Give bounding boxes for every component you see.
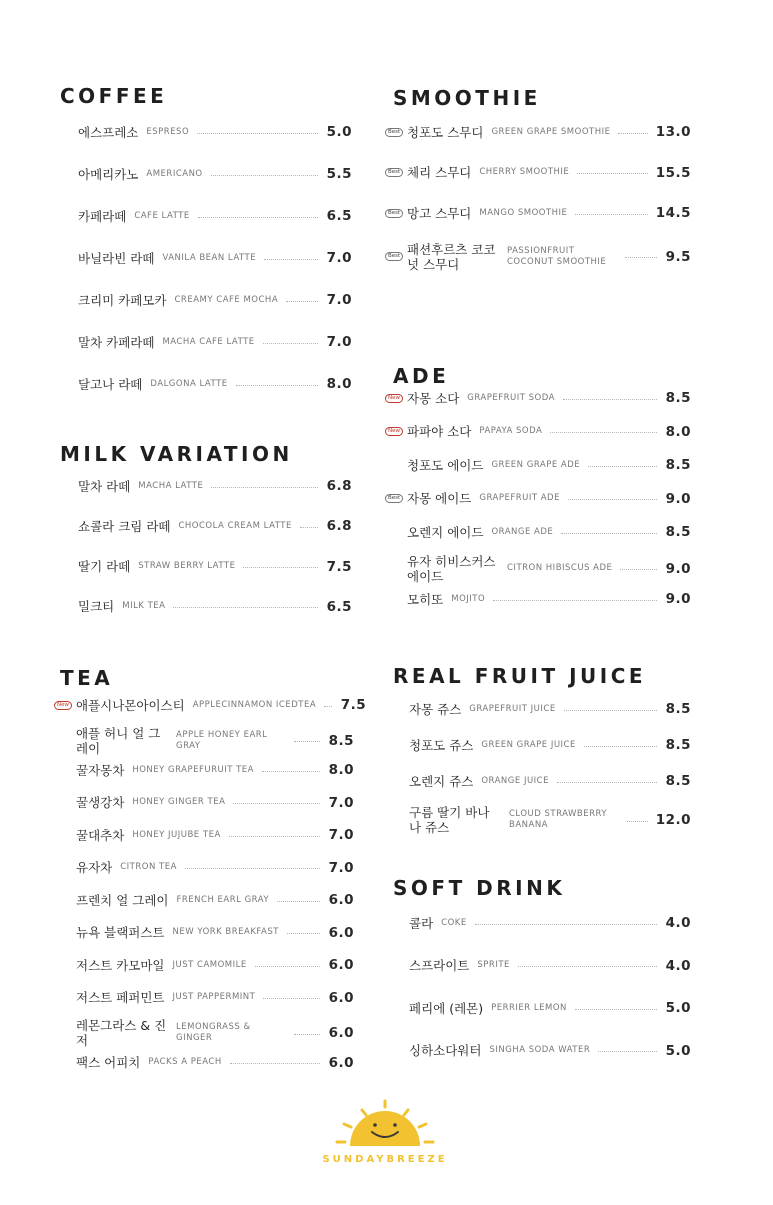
leader-dots <box>563 399 657 400</box>
badge-slot <box>385 427 407 436</box>
leader-dots <box>584 746 657 747</box>
item-name-kr: 저스트 카모마일 <box>76 957 165 973</box>
soft-drink-section <box>393 876 691 1076</box>
item-name-kr: 유자차 <box>76 860 113 875</box>
item-price: 5.0 <box>665 1000 691 1016</box>
item-price: 15.5 <box>655 164 691 181</box>
leader-dots <box>286 301 318 302</box>
item-price: 7.5 <box>340 697 367 713</box>
item-name-en: MOJITO <box>451 593 486 604</box>
item-name-en: CHOCOLA CREAM LATTE <box>178 520 292 531</box>
item-name-kr: 프렌치 얼 그레이 <box>76 892 169 908</box>
item-name-kr: 애플 허니 얼 그레이 <box>76 725 161 756</box>
item-name-en: GRAPEFRUIT SODA <box>467 392 555 403</box>
menu-list <box>393 876 691 1076</box>
menu-item <box>54 821 354 849</box>
item-name-en: MANGO SMOOTHIE <box>479 207 568 218</box>
menu-item <box>54 691 367 719</box>
leader-dots <box>264 259 318 260</box>
item-name-en: HONEY GRAPEFURUIT TEA <box>132 764 254 775</box>
new-badge: New <box>54 701 72 710</box>
item-name-kr: 청포도 쥬스 <box>409 737 474 753</box>
item-name-kr: 크리미 카페모카 <box>78 292 167 308</box>
menu-list <box>60 442 352 622</box>
leader-dots <box>294 741 320 742</box>
item-price: 8.5 <box>665 457 691 473</box>
item-name-en: PACKS A PEACH <box>148 1057 222 1067</box>
menu-item <box>385 585 691 613</box>
item-name-kr: 말차 카페라떼 <box>78 334 155 350</box>
item-price: 6.0 <box>328 957 354 973</box>
leader-dots <box>620 569 657 570</box>
badge-slot <box>385 394 407 403</box>
item-name-kr: 자몽 소다 <box>407 390 460 406</box>
badge-slot <box>385 252 407 261</box>
menu-item <box>78 118 352 146</box>
item-name-en: CITRON TEA <box>120 862 177 872</box>
item-name-kr: 밀크티 <box>78 599 115 615</box>
item-name-en: MILK TEA <box>122 601 166 612</box>
item-price: 7.0 <box>328 794 354 811</box>
brand-name: SUNDAYBREEZE <box>322 1154 448 1165</box>
item-name-en: VANILA BEAN LATTE <box>162 252 257 263</box>
item-name-en: ESPRESO <box>146 126 190 137</box>
item-price: 8.0 <box>328 762 354 778</box>
leader-dots <box>625 257 657 258</box>
item-price: 7.0 <box>326 292 352 308</box>
item-price: 6.5 <box>326 598 352 615</box>
menu-item <box>409 1037 691 1065</box>
leader-dots <box>197 133 318 134</box>
new-badge: New <box>385 394 403 403</box>
menu-item <box>78 160 352 188</box>
item-price: 5.0 <box>665 1042 691 1059</box>
menu-item <box>54 951 354 979</box>
menu-item <box>409 803 691 837</box>
item-name-kr: 레몬그라스 & 진저 <box>76 1018 167 1048</box>
best-badge: Best <box>385 128 403 137</box>
item-price: 7.0 <box>328 859 354 876</box>
menu-item <box>54 756 354 784</box>
section-title: ADE <box>393 364 450 388</box>
menu-item <box>409 767 691 795</box>
item-price: 8.0 <box>326 376 352 392</box>
item-price: 6.0 <box>328 924 354 941</box>
leader-dots <box>236 385 318 386</box>
item-price: 8.5 <box>665 773 691 789</box>
item-name-en: GREEN GRAPE JUICE <box>481 739 576 750</box>
item-name-kr: 카페라떼 <box>78 208 127 224</box>
leader-dots <box>211 175 318 176</box>
menu-item <box>78 286 352 314</box>
menu-item <box>54 724 354 758</box>
leader-dots <box>575 214 647 215</box>
item-name-kr: 오렌지 에이드 <box>407 524 484 540</box>
menu-item <box>78 244 352 272</box>
leader-dots <box>294 1034 320 1035</box>
leader-dots <box>493 600 657 601</box>
leader-dots <box>575 1009 657 1010</box>
item-name-kr: 구름 딸기 바나나 쥬스 <box>409 805 490 835</box>
leader-dots <box>568 499 657 500</box>
item-name-en: FRENCH EARL GRAY <box>176 894 270 905</box>
item-price: 7.5 <box>326 558 352 575</box>
item-name-en: GRAPEFRUIT ADE <box>479 493 560 503</box>
item-price: 13.0 <box>655 124 691 140</box>
leader-dots <box>550 432 657 433</box>
item-name-en: SINGHA SODA WATER <box>489 1045 591 1055</box>
item-name-kr: 팩스 어피치 <box>76 1055 141 1070</box>
menu-list <box>388 364 691 624</box>
leader-dots <box>255 966 320 967</box>
item-price: 8.5 <box>665 390 691 406</box>
menu-item <box>409 695 691 723</box>
menu-item <box>78 370 352 398</box>
menu-item <box>409 909 691 937</box>
section-title: SMOOTHIE <box>393 86 541 110</box>
item-price: 5.0 <box>326 124 352 140</box>
item-price: 12.0 <box>655 812 691 828</box>
item-price: 9.0 <box>665 591 691 607</box>
item-price: 6.0 <box>328 892 354 908</box>
menu-item <box>54 789 354 817</box>
item-name-kr: 망고 스무디 <box>407 205 472 221</box>
item-name-kr: 쇼콜라 크림 라떼 <box>78 518 171 534</box>
item-price: 14.5 <box>655 205 691 221</box>
section-title: COFFEE <box>60 84 168 108</box>
leader-dots <box>198 217 318 218</box>
leader-dots <box>230 1063 320 1064</box>
best-badge: Best <box>385 168 403 177</box>
menu-item <box>385 384 691 412</box>
item-price: 9.5 <box>665 248 691 265</box>
item-name-kr: 아메리카노 <box>78 166 139 182</box>
menu-item <box>78 472 352 500</box>
item-name-kr: 유자 히비스커스 에이드 <box>407 553 496 584</box>
menu-item <box>385 552 691 586</box>
item-price: 7.0 <box>328 827 354 843</box>
item-name-kr: 싱하소다워터 <box>409 1043 482 1058</box>
item-price: 9.0 <box>665 560 691 577</box>
item-name-en: GREEN GRAPE ADE <box>491 459 581 470</box>
item-name-kr: 스프라이트 <box>409 958 470 973</box>
badge-slot <box>385 128 407 137</box>
best-badge: Best <box>385 494 403 503</box>
item-name-en: PAPAYA SODA <box>479 426 543 436</box>
item-name-kr: 달고나 라떼 <box>78 376 143 392</box>
menu-item <box>78 593 352 621</box>
item-name-kr: 말차 라떼 <box>78 478 131 494</box>
menu-item <box>54 984 354 1012</box>
coffee-section <box>60 84 352 404</box>
menu-list <box>60 84 352 404</box>
leader-dots <box>324 706 332 707</box>
item-name-en: JUST CAMOMILE <box>172 959 247 970</box>
menu-item <box>385 418 691 446</box>
item-name-kr: 체리 스무디 <box>407 165 472 180</box>
sundaybreeze-logo <box>300 1098 470 1170</box>
best-badge: Best <box>385 252 403 261</box>
real-fruit-juice-section <box>393 664 691 854</box>
item-name-en: DALGONA LATTE <box>150 378 228 389</box>
item-name-en: SPRITE <box>477 960 510 970</box>
section-title: TEA <box>60 666 114 690</box>
section-title: MILK VARIATION <box>60 442 293 466</box>
item-price: 6.8 <box>326 518 352 535</box>
ade-section <box>388 364 691 624</box>
item-name-en: CAFE LATTE <box>134 210 190 221</box>
item-name-kr: 저스트 페퍼민트 <box>76 990 165 1005</box>
item-name-kr: 파파야 소다 <box>407 424 472 439</box>
item-price: 4.0 <box>665 915 691 931</box>
item-price: 8.5 <box>328 732 354 749</box>
leader-dots <box>577 173 647 174</box>
smoothie-section <box>388 86 691 286</box>
leader-dots <box>173 607 318 608</box>
menu-item <box>78 512 352 540</box>
item-price: 7.0 <box>326 250 352 266</box>
menu-item <box>385 240 691 274</box>
item-name-kr: 꿀자몽차 <box>76 762 125 778</box>
menu-item <box>409 994 691 1022</box>
menu-item <box>385 118 691 146</box>
item-name-kr: 에스프레소 <box>78 124 139 140</box>
leader-dots <box>277 901 320 902</box>
item-price: 8.5 <box>665 701 691 717</box>
leader-dots <box>185 868 320 869</box>
item-price: 5.5 <box>326 166 352 182</box>
item-price: 4.0 <box>665 957 691 974</box>
item-name-en: JUST PAPPERMINT <box>172 992 256 1002</box>
item-name-en: CITRON HIBISCUS ADE <box>507 563 613 573</box>
new-badge: New <box>385 427 403 436</box>
item-name-en: GREEN GRAPE SMOOTHIE <box>491 126 611 137</box>
leader-dots <box>263 343 318 344</box>
menu-item <box>78 328 352 356</box>
menu-item <box>409 952 691 980</box>
menu-item <box>54 1049 354 1077</box>
leader-dots <box>300 527 318 528</box>
item-name-kr: 바닐라빈 라떼 <box>78 250 155 266</box>
item-price: 6.5 <box>326 208 352 224</box>
item-name-kr: 자몽 에이드 <box>407 491 472 506</box>
tea-section <box>57 666 367 1081</box>
leader-dots <box>229 836 320 837</box>
badge-slot <box>54 701 76 710</box>
item-name-kr: 뉴욕 블랙퍼스트 <box>76 925 165 940</box>
item-name-kr: 패션후르츠 코코넛 스무디 <box>407 241 496 272</box>
item-price: 6.8 <box>326 478 352 494</box>
item-price: 6.0 <box>328 989 354 1006</box>
leader-dots <box>518 966 657 967</box>
item-name-en: GRAPEFRUIT JUICE <box>469 703 556 714</box>
menu-item <box>78 202 352 230</box>
item-name-kr: 딸기 라떼 <box>78 559 131 575</box>
menu-item <box>54 854 354 882</box>
item-name-en: NEW YORK BREAKFAST <box>172 927 279 937</box>
item-price: 7.0 <box>326 334 352 350</box>
item-name-en: APPLE HONEY EARL GRAY <box>176 729 268 751</box>
item-price: 6.0 <box>328 1054 354 1071</box>
item-name-en: COKE <box>441 917 467 928</box>
item-name-en: HONEY JUJUBE TEA <box>132 829 221 840</box>
section-title: SOFT DRINK <box>393 876 566 900</box>
item-name-kr: 애플시나몬아이스티 <box>76 697 185 713</box>
leader-dots <box>243 567 318 568</box>
item-name-en: MACHA CAFE LATTE <box>162 336 255 347</box>
menu-list <box>57 666 367 1081</box>
leader-dots <box>598 1051 657 1052</box>
item-name-en: PERRIER LEMON <box>491 1002 567 1013</box>
leader-dots <box>618 133 647 134</box>
menu-list <box>388 86 691 286</box>
milk-variation-section <box>60 442 352 622</box>
leader-dots <box>557 782 657 783</box>
item-name-kr: 모히또 <box>407 591 444 607</box>
menu-item <box>409 731 691 759</box>
menu-item <box>54 919 354 947</box>
leader-dots <box>588 466 657 467</box>
item-price: 6.0 <box>328 1025 354 1041</box>
item-name-en: MACHA LATTE <box>138 480 204 491</box>
leader-dots <box>263 998 320 999</box>
menu-item <box>385 199 691 227</box>
leader-dots <box>233 803 320 804</box>
item-name-en: STRAW BERRY LATTE <box>138 561 236 572</box>
item-name-en: PASSIONFRUIT COCONUT SMOOTHIE <box>507 245 607 267</box>
item-name-en: CREAMY CAFE MOCHA <box>174 294 279 305</box>
sun-icon <box>300 1098 470 1154</box>
menu-item <box>385 159 691 187</box>
leader-dots <box>287 933 320 934</box>
item-name-en: ORANGE JUICE <box>481 775 549 786</box>
leader-dots <box>475 924 657 925</box>
item-price: 8.0 <box>665 423 691 440</box>
item-name-kr: 자몽 쥬스 <box>409 701 462 717</box>
leader-dots <box>561 533 657 534</box>
item-name-en: LEMONGRASS & GINGER <box>176 1022 251 1043</box>
best-badge: Best <box>385 209 403 218</box>
item-name-kr: 꿀대추차 <box>76 827 125 843</box>
item-name-kr: 페리에 (레몬) <box>409 1000 484 1016</box>
menu-item <box>78 553 352 581</box>
item-price: 9.0 <box>665 490 691 507</box>
item-name-kr: 청포도 스무디 <box>407 124 484 140</box>
item-price: 8.5 <box>665 737 691 753</box>
badge-slot <box>385 168 407 177</box>
item-name-en: ORANGE ADE <box>491 526 554 537</box>
menu-item <box>54 886 354 914</box>
badge-slot <box>385 209 407 218</box>
leader-dots <box>564 710 657 711</box>
item-name-en: APPLECINNAMON ICEDTEA <box>192 699 317 710</box>
menu-item <box>385 518 691 546</box>
item-name-kr: 청포도 에이드 <box>407 457 484 473</box>
item-name-en: CHERRY SMOOTHIE <box>479 167 570 177</box>
item-name-en: HONEY GINGER TEA <box>132 797 226 807</box>
section-title: REAL FRUIT JUICE <box>393 664 647 688</box>
item-name-en: CLOUD STRAWBERRY BANANA <box>509 809 608 830</box>
menu-list <box>393 664 691 854</box>
item-name-kr: 오렌지 쥬스 <box>409 773 474 789</box>
badge-slot <box>385 494 407 503</box>
menu-item <box>385 485 691 513</box>
leader-dots <box>627 821 648 822</box>
leader-dots <box>211 487 318 488</box>
item-name-en: AMERICANO <box>146 168 203 179</box>
item-price: 8.5 <box>665 524 691 540</box>
item-name-kr: 콜라 <box>409 915 434 931</box>
item-name-kr: 꿀생강차 <box>76 795 125 810</box>
menu-item <box>54 1016 354 1050</box>
leader-dots <box>262 771 320 772</box>
menu-item <box>385 451 691 479</box>
